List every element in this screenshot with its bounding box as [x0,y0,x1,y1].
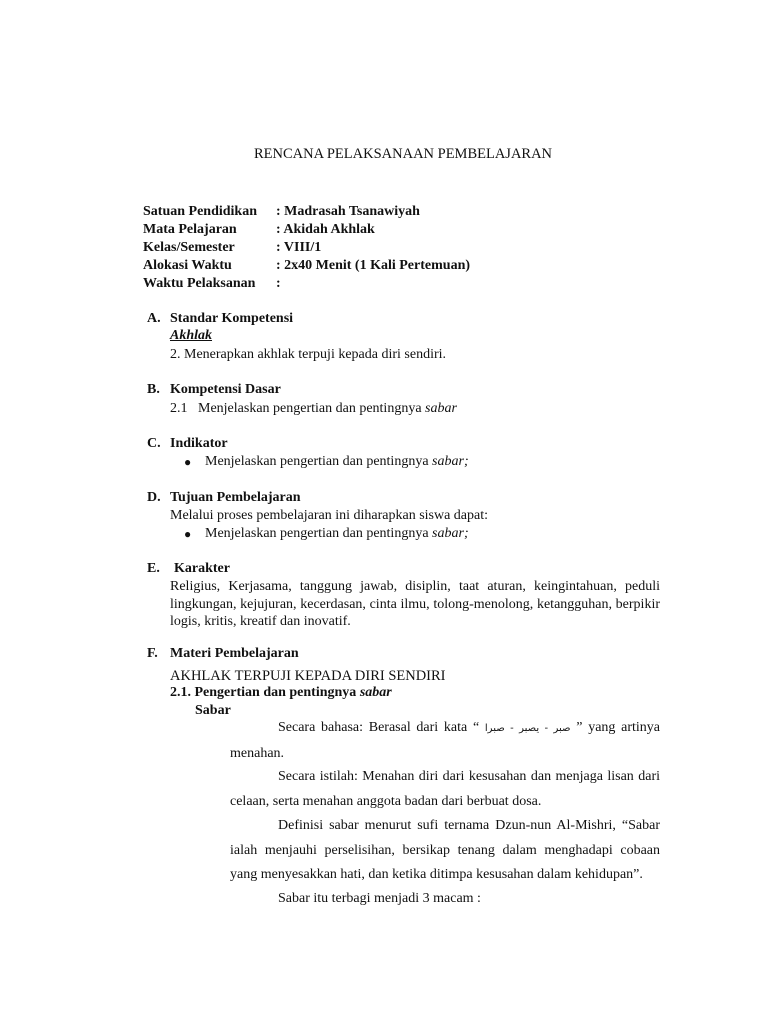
section-f-letter: F. [147,646,158,661]
bullet-icon: ● [184,455,192,469]
section-e-text: Religius, Kerjasama, tanggung jawab, disiplin, taat aturan, keingintahuan, peduli lingkungan, kejujuran, kecerdasan, cinta ilmu, tolong-menolong, ketangguhan, berpikir logis, kritis, kreatif dan inovatif. [170,579,660,629]
info-value-satuan: : Madrasah Tsanawiyah [276,204,420,219]
info-label-kelas: Kelas/Semester [143,240,235,255]
section-f-sub-main: 2.1. Pengertian dan pentingnya [170,685,360,700]
page-title: RENCANA PELAKSANAAN PEMBELAJARAN [253,146,553,162]
section-b-title: Kompetensi Dasar [170,382,281,397]
paragraph-bahasa-before: Secara bahasa: Berasal dari kata “ [278,720,480,735]
section-d-text-main: Menjelaskan pengertian dan pentingnya [205,526,433,541]
section-f-sub2: Sabar [195,703,231,718]
section-f-title: Materi Pembelajaran [170,646,299,661]
paragraph-macam-text: Sabar itu terbagi menjadi 3 macam : [278,891,481,906]
paragraph-bahasa-after: ” yang artinya menahan. [230,720,661,761]
section-c-title: Indikator [170,436,228,451]
section-c-text-main: Menjelaskan pengertian dan pentingnya [205,454,433,469]
bullet-icon: ● [184,527,192,541]
paragraph-istilah [230,765,660,814]
section-c-text-italic: sabar; [432,454,469,469]
paragraph-bahasa [230,716,660,766]
info-value-alokasi: : 2x40 Menit (1 Kali Pertemuan) [276,258,471,273]
section-b-text [170,401,457,417]
info-label-satuan: Satuan Pendidikan [143,204,257,219]
paragraph-definisi-text: Definisi sabar menurut sufi ternama Dzun-nun Al-Mishri, “Sabar ialah menjauhi perselisihan, bersikap tenang dalam menghadapi cobaan yang menyesakkan hati, dan ketika ditimpa kesusahan dalam kehidupan”. [230,818,660,882]
section-c-letter: C. [147,436,161,451]
section-b-letter: B. [147,382,160,397]
section-d-text [205,526,469,542]
section-e-title: Karakter [174,561,230,576]
section-f-heading: AKHLAK TERPUJI KEPADA DIRI SENDIRI [170,668,446,684]
section-d-intro: Melalui proses pembelajaran ini diharapkan siswa dapat: [170,508,489,523]
section-e-letter: E. [147,561,160,576]
info-label-mapel: Mata Pelajaran [143,222,237,237]
section-d-letter: D. [147,490,161,505]
section-f-sub [170,685,392,701]
info-value-waktu: : [276,276,281,291]
section-c-text [205,454,469,470]
section-d-title: Tujuan Pembelajaran [170,490,301,505]
section-a-letter: A. [147,311,161,326]
section-b-text-italic: sabar [425,401,457,416]
info-value-mapel: : Akidah Akhlak [276,222,375,237]
arabic-text: صبر - يصبر - صبرا [484,723,571,734]
info-label-waktu: Waktu Pelaksanan [143,276,256,291]
info-value-kelas: : VIII/1 [276,240,322,255]
paragraph-macam [230,887,660,912]
section-a-text: 2. Menerapkan akhlak terpuji kepada diri sendiri. [170,347,447,362]
section-d-text-italic: sabar; [432,526,469,541]
paragraph-istilah-text: Secara istilah: Menahan diri dari kesusahan dan menjaga lisan dari celaan, serta menahan anggota badan dari berbuat dosa. [230,769,660,809]
section-a-subtitle: Akhlak [170,328,213,343]
info-label-alokasi: Alokasi Waktu [143,258,232,273]
section-a-title: Standar Kompetensi [170,311,294,326]
section-f-sub-italic: sabar [359,685,392,700]
section-b-text-main: 2.1 Menjelaskan pengertian dan pentingnya [170,401,426,416]
paragraph-definisi [230,814,660,888]
